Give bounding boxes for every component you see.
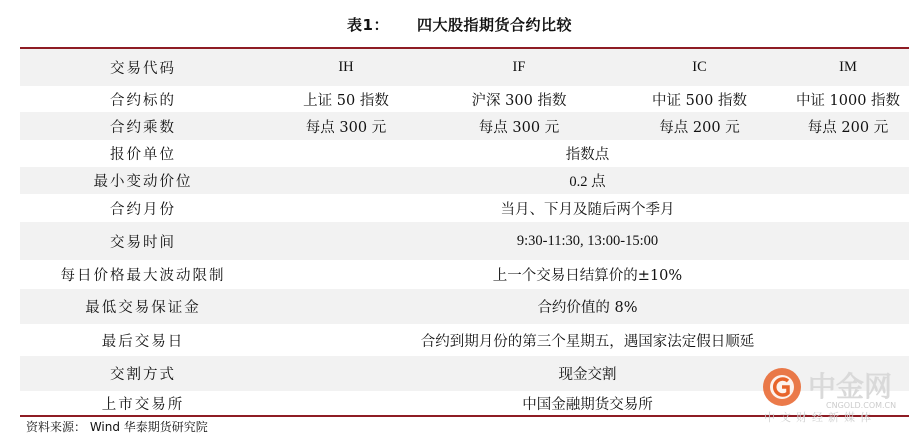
table-cell: 中证 1000 指数 (795, 92, 901, 109)
table-row (20, 289, 909, 324)
table-cell-span: 现金交割 (558, 367, 617, 383)
row-label: 最后交易日 (101, 333, 185, 350)
table-row (20, 194, 909, 222)
watermark-url: CNGOLD.COM.CN (826, 401, 897, 410)
table-cell-span: 上一个交易日结算价的±10% (492, 268, 683, 284)
table-cell-span: 当月、下月及随后两个季月 (500, 201, 675, 218)
row-label: 最低交易保证金 (85, 300, 201, 316)
source-note: 资料来源： Wind 华泰期货研究院 (26, 420, 208, 434)
row-label: 报价单位 (110, 147, 176, 163)
row-label: 合约月份 (110, 201, 176, 218)
row-label: 最小变动价位 (93, 174, 193, 190)
row-label: 合约标的 (110, 92, 176, 109)
table-cell: 每点 200 元 (807, 119, 889, 136)
table-cell-span: 合约到期月份的第三个星期五，遇国家法定假日顺延 (420, 333, 755, 350)
table-cell: 每点 200 元 (659, 119, 740, 136)
contract-comparison-table (20, 49, 909, 415)
row-label: 每日价格最大波动限制 (60, 268, 226, 284)
table-cell: 中证 500 指数 (652, 92, 747, 109)
table-row (20, 112, 909, 140)
table-cell: 每点 300 元 (478, 119, 560, 136)
header-cell-if: IF (512, 59, 526, 75)
table-row (20, 86, 909, 112)
table-row (20, 140, 909, 167)
table-cell: 沪深 300 指数 (471, 92, 567, 109)
table-cell-span: 9:30-11:30, 13:00-15:00 (516, 232, 659, 249)
table-header-row (20, 49, 909, 86)
table-cell-span: 合约价值的 8% (537, 300, 638, 316)
table-row (20, 167, 909, 194)
table-cell-span: 指数点 (565, 147, 610, 163)
table-cell-span: 0.2 点 (569, 174, 606, 190)
table-cell: 上证 50 指数 (303, 92, 389, 109)
header-cell-ic: IC (692, 59, 707, 75)
row-label: 上市交易所 (101, 396, 185, 413)
table-row (20, 324, 909, 356)
watermark (760, 365, 910, 425)
row-label: 交易时间 (110, 234, 176, 251)
table-number: 表1： (347, 16, 389, 34)
table-title (0, 14, 919, 35)
table-title-text: 四大股指期货合约比较 (416, 16, 572, 34)
table-row (20, 260, 909, 289)
coin-logo-icon (762, 367, 802, 407)
row-label: 交割方式 (110, 367, 176, 383)
watermark-name: 中金网 (808, 370, 893, 403)
table-row (20, 222, 909, 260)
header-cell-code: 交易代码 (110, 61, 176, 77)
table-cell-span: 中国金融期货交易所 (522, 396, 653, 413)
table-cell: 每点 300 元 (305, 119, 387, 136)
row-label: 合约乘数 (110, 119, 176, 136)
watermark-subtitle: 中文财经新媒体 (764, 411, 876, 424)
header-cell-im: IM (839, 59, 857, 75)
header-cell-ih: IH (338, 59, 354, 75)
